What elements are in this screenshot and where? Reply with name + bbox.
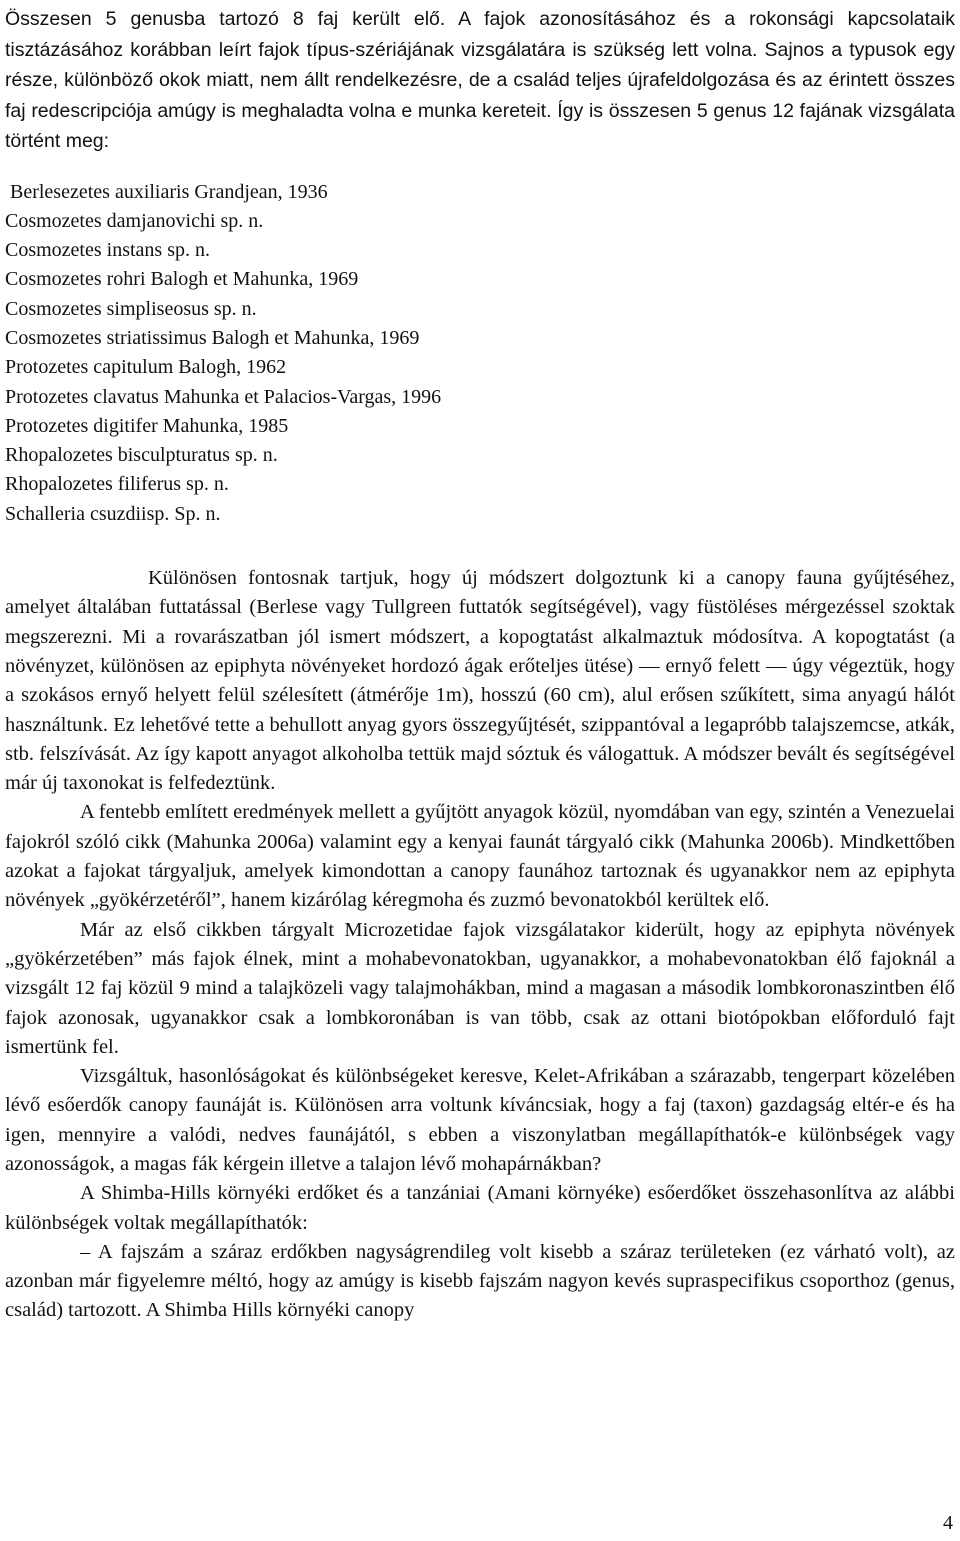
body-paragraph: Különösen fontosnak tartjuk, hogy új módszert dolgoztunk ki a canopy fauna gyűjtéséhez, amelyet általában futtatással (Berlese vagy Tullgreen futtatók segítségével), vagy füstöléses mérgezéssel szoktak megszerezni. Mi a rovarászatban jól ismert módszert, a kopogtatást alkalmaztuk módosítva. A kopogtatást (a növényzet, különösen az epiphyta növényeket hordozó ágak erőteljes ütése) — ernyő felett — úgy végeztük, hogy a szokásos ernyő helyett felül szélesített (átmérője 1m), hosszú (60 cm), alul erősen szűkített, sima anyagú hálót használtunk. Ez lehetővé tette a behullott anyag gyors összegyűjtését, szippantóval a legapróbb talajszemcse, atkák, stb. felszívását. Az így kapott anyagot alkoholba tettük majd sóztuk és válogattuk. A módszer bevált és segítségével már új taxonokat is felfedeztünk. xyxy=(5,567,955,795)
body-text xyxy=(5,564,955,1326)
species-item: Protozetes capitulum Balogh, 1962 xyxy=(5,356,287,379)
body-paragraph: Vizsgáltuk, hasonlóságokat és különbségeket keresve, Kelet-Afrikában a szárazabb, tengerpart közelében lévő esőerdők canopy faunáját is. Különösen arra voltunk kíváncsiak, hogy a faj (taxon) gazdagság eltér-e és ha igen, mennyire a valódi, nedves faunájától, s ebben a viszonylatban megállapíthatók-e különbségek vagy azonosságok, a magas fák kérgein illetve a talajon lévő mohapárnákban? xyxy=(5,1065,955,1175)
species-item: Cosmozetes simpliseosus sp. n. xyxy=(5,297,257,320)
species-item: Protozetes clavatus Mahunka et Palacios-Vargas, 1996 xyxy=(5,385,442,408)
page-number: 4 xyxy=(943,1512,953,1534)
species-item: Protozetes digitifer Mahunka, 1985 xyxy=(5,414,289,437)
species-item: Schalleria csuzdiisp. Sp. n. xyxy=(5,502,221,525)
body-paragraph: A Shimba-Hills környéki erdőket és a tanzániai (Amani környéke) esőerdőket összehasonlítva az alábbi különbségek voltak megállapíthatók: xyxy=(5,1182,955,1234)
species-item: Rhopalozetes bisculpturatus sp. n. xyxy=(5,444,278,467)
intro-paragraph: Összesen 5 genusba tartozó 8 faj került elő. A fajok azonosításához és a rokonsági kapcsolataik tisztázásához korábban leírt fajok típus-szériájának vizsgálatára is szükség lett volna. Sajnos a typusok egy része, különböző okok miatt, nem állt rendelkezésre, de a család teljes újrafeldolgozása és az érintett összes faj redescripciója amúgy is meghaladta volna e munka kereteit. Így is összesen 5 genus 12 fajának vizsgálata történt meg: xyxy=(5,8,955,152)
body-paragraph-dash-item: – A fajszám a száraz erdőkben nagyságrendileg volt kisebb a száraz területeken (ez várható volt), az azonban már figyelemre méltó, hogy az amúgy is kisebb fajszám nagyon kevés supraspecifikus csoporthoz (genus, család) tartozott. A Shimba Hills környéki canopy xyxy=(5,1240,955,1322)
species-list xyxy=(5,178,955,530)
species-item: Rhopalozetes filiferus sp. n. xyxy=(5,473,229,496)
body-paragraph: A fentebb említett eredmények mellett a gyűjtött anyagok közül, nyomdában van egy, szintén a Venezuelai fajokról szóló cikk (Mahunka 2006a) valamint egy a kenyai faunát tárgyaló cikk (Mahunka 2006b). Mindkettőben azokat a fajokat tárgyaljuk, amelyek kimondottan a canopy faunához tartoznak és ugyanakkor nem az epiphyta növények „gyökérzetéről”, hanem kizárólag kéregmoha és zuzmó bevonatokból kerültek elő. xyxy=(5,801,955,912)
species-item: Berlesezetes auxiliaris Grandjean, 1936 xyxy=(10,180,328,203)
species-item: Cosmozetes striatissimus Balogh et Mahunka, 1969 xyxy=(5,326,420,349)
species-item: Cosmozetes damjanovichi sp. n. xyxy=(5,209,264,232)
species-item: Cosmozetes instans sp. n. xyxy=(5,239,210,262)
body-paragraph: Már az első cikkben tárgyalt Microzetidae fajok vizsgálatakor kiderült, hogy az epiphyta növények „gyökérzetében” más fajok élnek, mint a mohabevonatokban, ugyanakkor, a mohabevonatokban élő fajoknál a vizsgált 12 faj közül 9 mind a talajközeli vagy talajmohákban, mind a magasan a második lombkoronaszintben élő fajok azonosak, ugyanakkor csak a lombkoronában is van több, csak az ottani biotópokban előforduló fajt ismertünk fel. xyxy=(5,918,955,1058)
document-page xyxy=(5,0,955,1326)
species-item: Cosmozetes rohri Balogh et Mahunka, 1969 xyxy=(5,268,359,291)
